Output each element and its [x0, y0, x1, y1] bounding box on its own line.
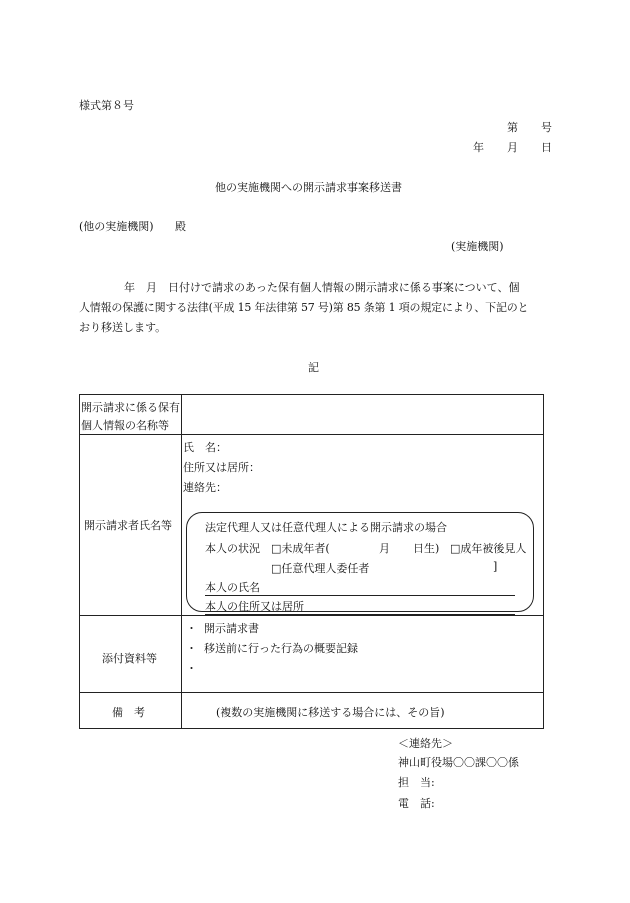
row1-label-line1: 開示請求に係る保有 — [81, 401, 180, 414]
row1-label-line2: 個人情報の名称等 — [81, 419, 169, 432]
date-month: 月 — [507, 141, 518, 154]
requester-contact-field: 連絡先： — [183, 481, 227, 494]
attachment-item: 移送前に行った行為の概要記録 — [204, 642, 358, 655]
minor-birth-day: 日生) — [413, 542, 440, 555]
remarks-label: 備 考 — [112, 706, 145, 719]
table-rule-1 — [79, 434, 544, 435]
table-border-right — [543, 394, 544, 729]
ki-heading: 記 — [308, 361, 319, 374]
checkbox-minor: □未成年者( — [271, 542, 330, 555]
table-border-top — [79, 394, 544, 395]
table-border-bottom — [79, 728, 544, 729]
requester-address-field: 住所又は居所： — [183, 461, 260, 474]
doc-number-dai: 第 — [507, 121, 518, 134]
addressee: (他の実施機関) — [79, 220, 154, 233]
principal-address-field — [205, 598, 515, 615]
contact-heading: ＜連絡先＞ — [398, 737, 453, 750]
table-rule-3 — [79, 692, 544, 693]
bullet: ・ — [186, 662, 197, 675]
body-line-2: 人情報の保護に関する法律(平成 15 年法律第 57 号)第 85 条第 1 項の規定により、下記のと — [79, 301, 529, 314]
checkbox-adult-ward: □成年被後見人 — [450, 542, 527, 555]
principal-address-label: 本人の住所又は居所 — [205, 598, 515, 615]
sender: (実施機関) — [451, 240, 504, 253]
contact-phone: 電 話: — [398, 797, 435, 810]
body-line-3: おり移送します。 — [79, 321, 167, 334]
body-line-1: 年 月 日付けで請求のあった保有個人情報の開示請求に係る事案について、個 — [124, 281, 520, 294]
table-border-left — [79, 394, 80, 729]
bullet: ・ — [186, 642, 197, 655]
addressee-honorific: 殿 — [175, 220, 186, 233]
contact-person: 担 当: — [398, 776, 435, 789]
requester-label: 開示請求者氏名等 — [84, 519, 172, 532]
principal-name-label: 本人の氏名 — [205, 579, 515, 596]
agent-heading: 法定代理人又は任意代理人による開示請求の場合 — [205, 521, 447, 534]
form-number: 様式第８号 — [79, 99, 134, 112]
principal-name-field — [205, 579, 515, 596]
attachments-label: 添付資料等 — [102, 652, 157, 665]
doc-number-go: 号 — [541, 121, 552, 134]
requester-name-field: 氏 名： — [183, 441, 227, 454]
remarks-value: (複数の実施機関に移送する場合には、その旨) — [216, 706, 445, 719]
date-year: 年 — [473, 141, 484, 154]
document-title: 他の実施機関への開示請求事案移送書 — [215, 181, 402, 194]
date-day: 日 — [541, 141, 552, 154]
checkbox-voluntary-agent: □任意代理人委任者 — [271, 562, 370, 575]
minor-birth-month: 月 — [379, 542, 390, 555]
contact-office: 神山町役場〇〇課〇〇係 — [398, 756, 519, 769]
voluntary-close-bracket: ] — [493, 560, 498, 573]
attachment-item: 開示請求書 — [204, 622, 259, 635]
bullet: ・ — [186, 622, 197, 635]
table-column-divider — [181, 394, 182, 729]
table-rule-2 — [79, 615, 544, 616]
principal-status-label: 本人の状況 — [205, 542, 260, 555]
